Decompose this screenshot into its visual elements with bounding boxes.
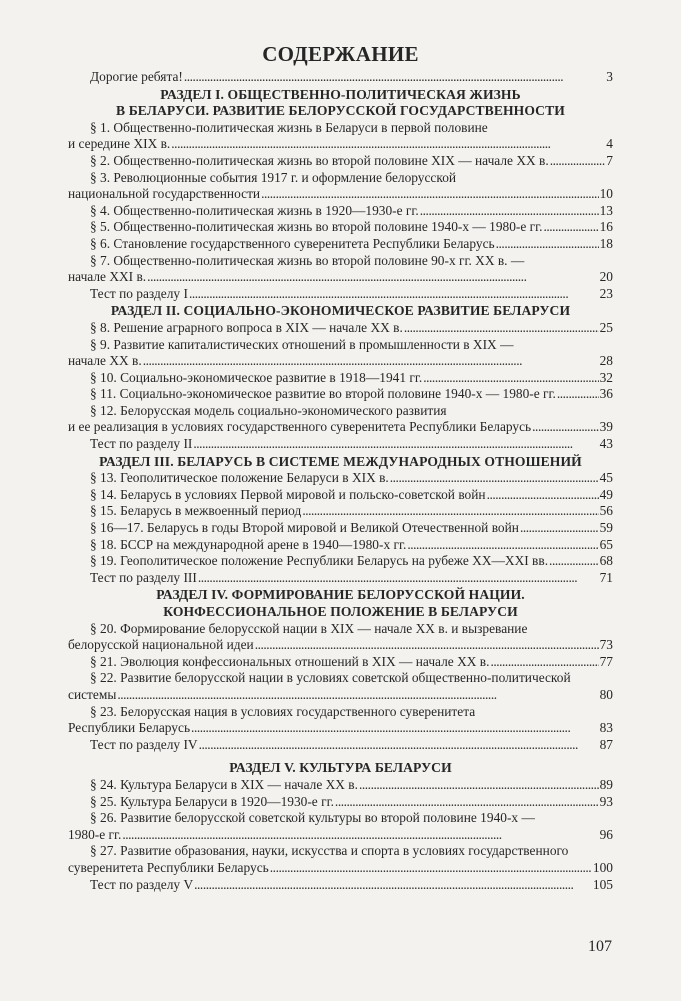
toc-entry-title: § 10. Социально-экономическое развитие в 1918—1941 гг. (90, 369, 423, 385)
dot-leader (189, 286, 599, 303)
toc-entry-row (68, 737, 613, 754)
toc-entry-row (68, 794, 613, 811)
toc-entry (68, 286, 613, 303)
toc-entry-page: 25 (599, 319, 613, 335)
dot-leader (487, 487, 599, 504)
dot-leader (198, 570, 599, 587)
toc-entry-page: 59 (599, 520, 613, 536)
toc-entry-title: § 8. Решение аграрного вопроса в XIX — начале XX в. (90, 319, 403, 335)
dot-leader (255, 637, 599, 654)
toc-entry-page: 71 (599, 569, 613, 585)
toc-entry-page: 32 (599, 369, 613, 385)
toc-entry-title: § 2. Общественно-политическая жизнь во второй половине XIX — начале XX в. (90, 152, 549, 168)
toc-entry (68, 843, 613, 876)
page-number: 107 (588, 938, 612, 955)
toc-entry-page: 4 (606, 136, 613, 152)
toc-entry-row (68, 570, 613, 587)
toc-entry-row (68, 877, 613, 894)
toc-entry-page: 65 (599, 536, 613, 552)
toc-entry (68, 794, 613, 811)
section-heading-line: РАЗДЕЛ III. БЕЛАРУСЬ В СИСТЕМЕ МЕЖДУНАРОДНЫХ ОТНОШЕНИЙ (99, 453, 582, 469)
dot-leader (407, 537, 598, 554)
toc-entry-title: § 13. Геополитическое положение Беларуси в XIX в. (90, 470, 389, 486)
toc-entry (68, 570, 613, 587)
toc-entry-title: § 25. Культура Беларуси в 1920—1930-е гг. (90, 793, 334, 809)
toc-entry (68, 370, 613, 387)
toc-entry-title: § 21. Эволюция конфессиональных отношений в XIX — начале XX в. (90, 653, 490, 669)
toc-entry-page: 56 (599, 503, 613, 519)
toc-entry-title: Республики Беларусь (68, 720, 191, 736)
section-heading-line: В БЕЛАРУСИ. РАЗВИТИЕ БЕЛОРУССКОЙ ГОСУДАРСТВЕННОСТИ (116, 103, 565, 119)
toc-entry-page: 49 (599, 486, 613, 502)
toc-entry-title: § 16—17. Беларусь в годы Второй мировой и Великой Отечественной войн (90, 520, 519, 536)
dot-leader (194, 877, 592, 894)
toc-entry-page: 10 (599, 186, 613, 202)
dot-leader (496, 236, 599, 253)
toc-entry-title: начале XXI в. (68, 269, 147, 285)
toc-entry-page: 80 (599, 686, 613, 702)
toc-entry-title: суверенитета Республики Беларусь (68, 859, 269, 875)
toc-entry-row (68, 537, 613, 554)
toc-entry (68, 670, 613, 703)
toc-entry-page: 45 (599, 470, 613, 486)
toc-entry-title: § 5. Общественно-политическая жизнь во второй половине 1940-х — 1980-е гг. (90, 219, 543, 235)
toc-entry-page: 73 (599, 637, 613, 653)
toc-entry-page: 36 (599, 386, 613, 402)
toc-entry (68, 203, 613, 220)
table-of-contents (68, 40, 613, 893)
dot-leader (191, 720, 599, 737)
toc-entry-title: § 6. Становление государственного суверенитета Республики Беларусь (90, 235, 495, 251)
toc-entry (68, 810, 613, 843)
dot-leader (143, 353, 599, 370)
toc-entry-line: § 22. Развитие белорусской нации в условиях советской общественно-политической (90, 670, 571, 686)
dot-leader (490, 654, 598, 671)
dot-leader (147, 269, 598, 286)
dot-leader (261, 186, 599, 203)
toc-entry-line: § 3. Революционные события 1917 г. и оформление белорусской (90, 169, 457, 185)
toc-entry-row (68, 777, 613, 794)
toc-entry-row (68, 637, 613, 654)
dot-leader (171, 136, 605, 153)
toc-entry-page: 83 (599, 720, 613, 736)
dot-leader (532, 419, 598, 436)
toc-entry-line: § 7. Общественно-политическая жизнь во второй половине 90-х гг. XX в. — (90, 252, 525, 268)
toc-entry-page: 87 (599, 736, 613, 752)
toc-entry (68, 320, 613, 337)
dot-leader (302, 503, 598, 520)
toc-entry-page: 96 (599, 826, 613, 842)
toc-entry-row (68, 860, 613, 877)
toc-entry (68, 120, 613, 153)
toc-entry (68, 219, 613, 236)
toc-entry-row (68, 419, 613, 436)
toc-entry-row (68, 269, 613, 286)
dot-leader (335, 794, 599, 811)
section-heading (68, 587, 613, 620)
toc-entry-line: § 12. Белорусская модель социально-экономического развития (90, 402, 447, 418)
toc-entry-row (68, 370, 613, 387)
toc-entry-line: § 27. Развитие образования, науки, искусства и спорта в условиях государственного (90, 843, 569, 859)
toc-entry-page: 23 (599, 285, 613, 301)
toc-entry-row (68, 186, 613, 203)
dot-leader (193, 436, 598, 453)
toc-entry-line: § 20. Формирование белорусской нации в XIX — начале XX в. и вызревание (90, 620, 528, 636)
toc-entry-page: 77 (599, 653, 613, 669)
toc-entry-row (68, 654, 613, 671)
toc-entry-title: Тест по разделу III (90, 569, 197, 585)
dot-leader (549, 553, 599, 570)
section-heading-line: КОНФЕССИОНАЛЬНОЕ ПОЛОЖЕНИЕ В БЕЛАРУСИ (163, 604, 518, 619)
toc-entry (68, 253, 613, 286)
toc-entry-row (68, 353, 613, 370)
toc-entry-line: § 1. Общественно-политическая жизнь в Беларуси в первой половине (90, 119, 488, 135)
section-heading (68, 303, 613, 320)
section-heading-line: РАЗДЕЛ IV. ФОРМИРОВАНИЕ БЕЛОРУССКОЙ НАЦИИ. (156, 587, 525, 603)
toc-entry-page: 28 (599, 353, 613, 369)
section-heading (68, 454, 613, 471)
section-heading (68, 87, 613, 120)
toc-entry-row (68, 69, 613, 86)
toc-entry-title: Дорогие ребята! (90, 69, 183, 84)
toc-entry-row (68, 136, 613, 153)
toc-entry (68, 553, 613, 570)
toc-entry-page: 18 (599, 235, 613, 251)
toc-entry-title: 1980-е гг. (68, 826, 122, 842)
toc-entry-title: § 11. Социально-экономическое развитие во второй половине 1940-х — 1980-е гг. (90, 386, 556, 402)
toc-entry-title: Тест по разделу IV (90, 736, 198, 752)
toc-entry-page: 105 (592, 876, 613, 892)
toc-entry-page: 7 (606, 152, 613, 168)
dot-leader (117, 687, 598, 704)
toc-entry-row (68, 720, 613, 737)
toc-entry-title: и середине XIX в. (68, 136, 171, 152)
toc-entry-title: белорусской национальной идеи (68, 637, 254, 653)
toc-entry-row (68, 203, 613, 220)
toc-entry-title: § 4. Общественно-политическая жизнь в 1920—1930-е гг. (90, 202, 419, 218)
dot-leader (184, 69, 605, 86)
toc-entry (68, 704, 613, 737)
toc-entry (68, 337, 613, 370)
toc-entry-page: 16 (599, 219, 613, 235)
toc-entry-row (68, 236, 613, 253)
toc-entry-line: § 26. Развитие белорусской советской культуры во второй половине 1940-х — (90, 810, 535, 826)
dot-leader (420, 203, 599, 220)
toc-entry (68, 877, 613, 894)
toc-entry-row (68, 470, 613, 487)
dot-leader (359, 777, 599, 794)
toc-entry-row (68, 827, 613, 844)
toc-entry-row (68, 436, 613, 453)
toc-entry (68, 436, 613, 453)
dot-leader (270, 860, 592, 877)
toc-entry-page: 100 (592, 859, 613, 875)
toc-entry-page: 13 (599, 202, 613, 218)
toc-entry (68, 777, 613, 794)
dot-leader (404, 320, 599, 337)
toc-entry-title: национальной государственности (68, 186, 261, 202)
toc-entry (68, 520, 613, 537)
dot-leader (543, 219, 598, 236)
toc-entry-title: Тест по разделу I (90, 285, 188, 301)
toc-entry-title: Тест по разделу V (90, 876, 194, 892)
toc-entry-page: 3 (606, 69, 613, 84)
section-heading (68, 760, 613, 777)
toc-entry (68, 537, 613, 554)
toc-entry (68, 236, 613, 253)
toc-entry-title: Тест по разделу II (90, 436, 193, 452)
toc-entry-row (68, 386, 613, 403)
dot-leader (550, 153, 606, 170)
dot-leader (122, 827, 598, 844)
toc-entry (68, 153, 613, 170)
toc-entry (68, 403, 613, 436)
toc-entry-page: 89 (599, 776, 613, 792)
toc-entry-row (68, 286, 613, 303)
toc-entry-title: системы (68, 686, 117, 702)
toc-entry (68, 470, 613, 487)
toc-entry-row (68, 553, 613, 570)
dot-leader (199, 737, 599, 754)
toc-entry-title: § 18. БССР на международной арене в 1940—1980-х гг. (90, 536, 407, 552)
toc-list (68, 69, 613, 893)
toc-entry (68, 621, 613, 654)
toc-entry-page: 68 (599, 553, 613, 569)
toc-entry-row (68, 687, 613, 704)
dot-leader (520, 520, 599, 537)
toc-entry (68, 170, 613, 203)
toc-entry (68, 503, 613, 520)
dot-leader (423, 370, 598, 387)
toc-entry-row (68, 487, 613, 504)
toc-entry-title: § 19. Геополитическое положение Республики Беларусь на рубеже XX—XXI вв. (90, 553, 549, 569)
toc-entry-title: начале XX в. (68, 353, 142, 369)
toc-entry-row (68, 503, 613, 520)
toc-entry-page: 20 (599, 269, 613, 285)
toc-entry-row (68, 520, 613, 537)
toc-entry-row (68, 153, 613, 170)
toc-entry-title: § 14. Беларусь в условиях Первой мировой и польско-советской войн (90, 486, 486, 502)
section-heading-line: РАЗДЕЛ V. КУЛЬТУРА БЕЛАРУСИ (229, 760, 452, 776)
page-title: СОДЕРЖАНИЕ (262, 42, 419, 66)
toc-entry-page: 43 (599, 436, 613, 452)
dot-leader (390, 470, 599, 487)
dot-leader (557, 386, 599, 403)
toc-entry-title: § 15. Беларусь в межвоенный период (90, 503, 302, 519)
toc-entry-row (68, 320, 613, 337)
toc-entry-page: 39 (599, 419, 613, 435)
section-heading-line: РАЗДЕЛ II. СОЦИАЛЬНО-ЭКОНОМИЧЕСКОЕ РАЗВИТИЕ БЕЛАРУСИ (110, 303, 571, 319)
toc-entry-page: 93 (599, 793, 613, 809)
toc-entry-line: § 9. Развитие капиталистических отношений в промышленности в XIX — (90, 336, 514, 352)
section-heading-line: РАЗДЕЛ I. ОБЩЕСТВЕННО-ПОЛИТИЧЕСКАЯ ЖИЗНЬ (160, 86, 521, 102)
toc-entry-title: § 24. Культура Беларуси в XIX — начале XX в. (90, 776, 358, 792)
toc-entry (68, 386, 613, 403)
toc-entry-row (68, 219, 613, 236)
toc-entry (68, 69, 613, 86)
toc-entry-title: и ее реализация в условиях государственного суверенитета Республики Беларусь (68, 419, 532, 435)
toc-entry (68, 654, 613, 671)
toc-entry-line: § 23. Белорусская нация в условиях государственного суверенитета (90, 703, 476, 719)
toc-entry (68, 487, 613, 504)
toc-entry (68, 737, 613, 754)
